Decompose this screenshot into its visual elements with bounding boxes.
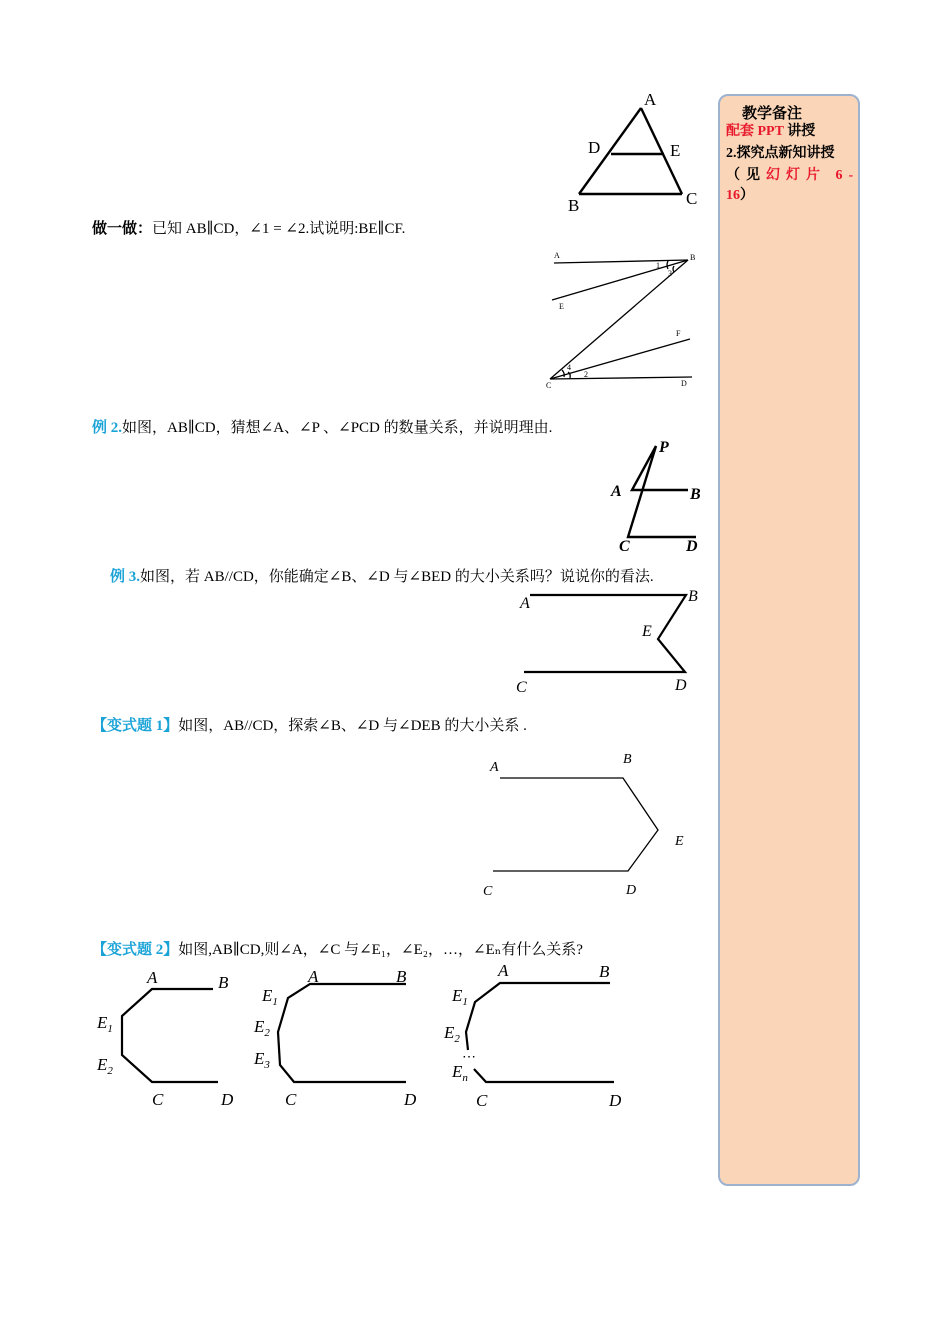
label-E2 (96, 1055, 113, 1077)
label-C: C (152, 1090, 164, 1109)
label-E2 (253, 1017, 270, 1039)
try-it-paragraph: 做一做：已知 AB∥CD，∠1 = ∠2.试说明:BE∥CF. (92, 219, 406, 237)
example-2-paragraph: 例 2.如图，AB∥CD，猜想∠A、∠P 、∠PCD 的数量关系，并说明理由. (92, 420, 553, 436)
label-D: D (675, 677, 687, 694)
angle-3: 3 (668, 269, 672, 278)
label-E1 (451, 986, 468, 1008)
variant-2-paragraph: 【变式题 2】如图,AB∥CD,则∠A，∠C 与∠E₁，∠E₂，…，∠Eₙ有什么关系? (92, 942, 583, 958)
label-E3 (253, 1049, 270, 1071)
angle-4: 4 (567, 363, 571, 372)
label-A: A (490, 760, 499, 775)
figure-label: 2 (107, 1065, 113, 1077)
label-D: D (681, 379, 687, 388)
label-A: A (147, 968, 158, 987)
figure-label: E (452, 1062, 463, 1081)
label-C: C (686, 189, 698, 208)
label-A: A (611, 483, 622, 500)
figure-label: n (462, 1072, 468, 1084)
figure-label: E (262, 986, 273, 1005)
notes-line-slides-end: 16） (726, 188, 754, 203)
notes-line-slides: （见幻灯片 6- (726, 168, 860, 183)
label-B: B (688, 588, 698, 605)
label-B: B (396, 967, 407, 986)
teaching-notes-panel (718, 94, 860, 1186)
label-A: A (644, 90, 657, 109)
label-B: B (218, 973, 229, 992)
variant-1-paragraph: 【变式题 1】如图，AB//CD，探索∠B、∠D 与∠DEB 的大小关系 . (92, 718, 527, 734)
label-B: B (690, 253, 696, 262)
label-E2 (443, 1023, 460, 1045)
figure-label: E (97, 1013, 108, 1032)
label-En (451, 1062, 468, 1084)
figure-label: E (254, 1049, 265, 1068)
example-3-paragraph: 例 3.如图，若 AB//CD，你能确定∠B、∠D 与∠BED 的大小关系吗？说说你的看法. (110, 569, 654, 585)
label-E: E (675, 834, 684, 849)
label-E: E (642, 623, 652, 640)
label-E1 (96, 1013, 113, 1035)
figure-label: E (444, 1023, 455, 1042)
notes-line-ppt: 配套 PPT 讲授 (726, 124, 816, 139)
label-D: D (221, 1090, 234, 1109)
dots: ⋯ (462, 1050, 476, 1065)
figure-label: 3 (264, 1059, 270, 1071)
example-3-figure (506, 584, 710, 698)
variant-2-figure-a (92, 962, 252, 1112)
label-A: A (308, 967, 319, 986)
label-B: B (568, 196, 580, 215)
triangle-figure (560, 86, 710, 216)
label-C: C (483, 884, 493, 899)
figure-label: 2 (454, 1033, 460, 1045)
variant-2-figure-b (250, 962, 430, 1112)
label-C: C (516, 679, 527, 696)
figure-label: E (97, 1055, 108, 1074)
label-D: D (686, 538, 698, 555)
figure-label: 1 (107, 1023, 113, 1035)
figure-label: E (452, 986, 463, 1005)
label-B: B (599, 962, 610, 981)
label-D: D (588, 138, 601, 157)
label-E: E (670, 141, 681, 160)
figure-label: 2 (264, 1027, 270, 1039)
label-F: F (676, 329, 681, 338)
notes-line-section: 2.探究点新知讲授 (726, 146, 835, 161)
label-B: B (690, 486, 701, 503)
label-C: C (619, 538, 630, 555)
variant-2-figure-c (440, 956, 640, 1116)
label-P: P (659, 439, 669, 456)
example-2-figure (604, 436, 710, 558)
angle-2: 2 (584, 370, 588, 379)
label-A: A (520, 595, 530, 612)
notes-title: 教学备注 (742, 104, 803, 122)
label-E: E (559, 302, 564, 311)
figure-label: E (254, 1017, 265, 1036)
label-A: A (554, 251, 560, 260)
variant-1-figure (478, 746, 698, 906)
label-D: D (626, 883, 637, 898)
parallel-lines-figure (540, 246, 710, 394)
label-D: D (609, 1091, 622, 1110)
label-B: B (623, 752, 632, 767)
label-C: C (546, 381, 552, 390)
label-D: D (404, 1090, 417, 1109)
figure-label: 1 (272, 996, 278, 1008)
label-A: A (498, 961, 509, 980)
label-C: C (285, 1090, 297, 1109)
label-E1 (261, 986, 278, 1008)
angle-1: 1 (656, 261, 660, 270)
figure-label: 1 (462, 996, 468, 1008)
label-C: C (476, 1091, 488, 1110)
